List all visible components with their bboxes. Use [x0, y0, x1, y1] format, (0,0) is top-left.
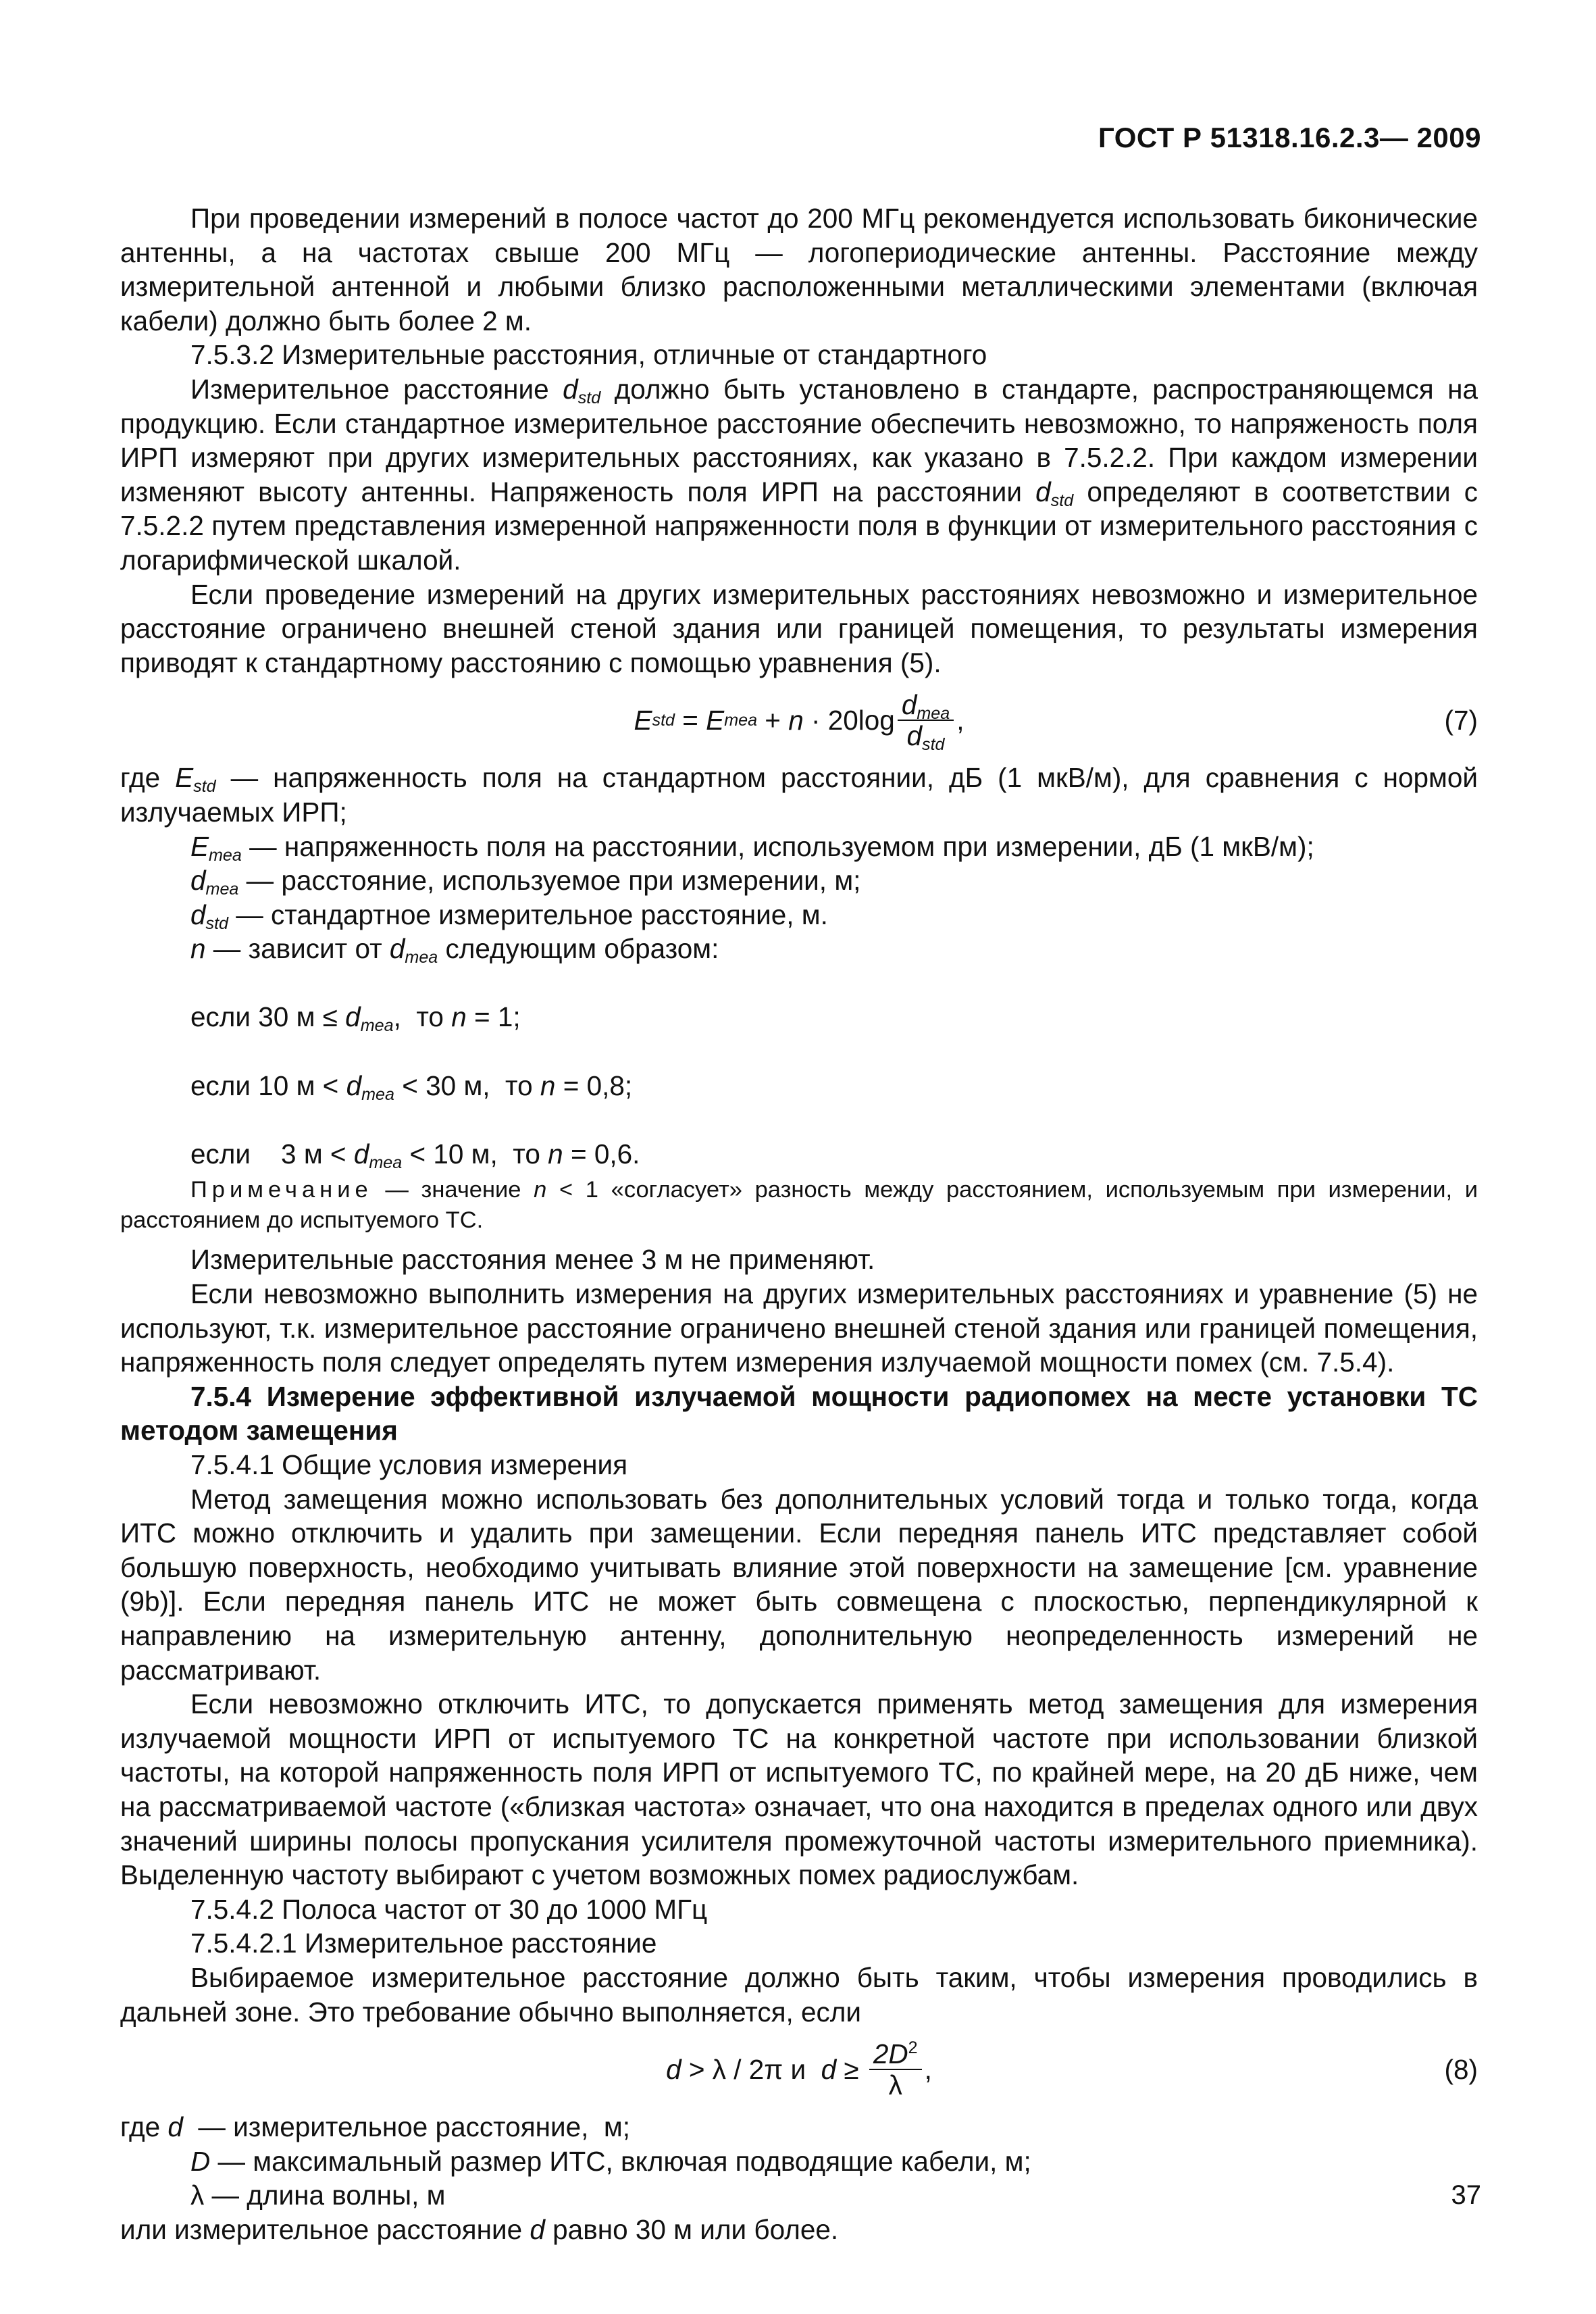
equals-sign: =	[675, 705, 706, 736]
condition-text: < 30 м, то	[394, 1070, 540, 1101]
definition-E-std	[120, 761, 1478, 829]
subscript-std: std	[577, 388, 601, 407]
section-heading-7-5-4-2-1: 7.5.4.2.1 Измерительное расстояние	[190, 1928, 657, 1959]
definition-text: или измерительное расстояние	[120, 2213, 530, 2245]
page-number: 37	[1451, 2180, 1481, 2210]
condition-2	[120, 1034, 1478, 1103]
definition-d	[120, 2110, 1478, 2144]
paragraph-close-frequency: Если невозможно отключить ИТС, то допускается применять метод замещения для измерения излучаемой мощности ИРП от испытуемого ТС на конкретной частоте при использовании близкой частоты, на которой напряженность поля ИРП от испытуемого ТС, по крайней мере, на 20 дБ ниже, чем на рассматриваемой частоте («близкая частота» означает, что она находится в пределах одного или двух значений ширины полосы пропускания усилителя промежуточной частоты измерительного приемника). Выделенную частоту выбирают с учетом возможных помех радиослужбам.	[120, 1688, 1478, 1891]
symbol-d: d	[168, 2111, 183, 2143]
subscript-mea: mea	[361, 1084, 394, 1104]
symbol-n: n	[451, 1001, 467, 1033]
paragraph-other-distances: Если проведение измерений на других измерительных расстояниях невозможно и измерительное расстояние ограничено внешней стеной здания или границей помещения, то результаты измерения приводят к стандартному расстоянию с помощью уравнения (5).	[120, 578, 1478, 678]
symbol-E: E	[175, 762, 194, 794]
subscript-mea: mea	[205, 880, 239, 899]
fraction-denominator	[906, 720, 945, 755]
note-text: — значение	[372, 1177, 534, 1203]
condition-text: если 30 м ≤	[190, 1001, 346, 1033]
text-run: определяют в соответствии с 7.5.2.2 путем представления измеренной напряженности поля в функции от измерительного расстояния с логарифмической шкалой.	[120, 476, 1478, 576]
symbol-d: d	[666, 2054, 681, 2086]
equation-7	[120, 684, 1478, 757]
condition-text: если 10 м <	[190, 1070, 346, 1101]
fraction-d-ratio	[898, 689, 954, 755]
symbol-2D: 2D	[873, 2038, 908, 2070]
subscript-std: std	[1050, 491, 1074, 510]
symbol-d: d	[530, 2213, 545, 2245]
ge-sign: ≥	[836, 2054, 867, 2086]
definition-text: равно 30 м или более.	[544, 2213, 839, 2245]
section-heading-7-5-4-2: 7.5.4.2 Полоса частот от 30 до 1000 МГц	[190, 1893, 708, 1925]
condition-1	[120, 966, 1478, 1034]
condition-text: = 0,8;	[555, 1070, 633, 1101]
note-label: Примечание	[190, 1177, 373, 1203]
comma: ,	[956, 705, 964, 736]
equation-7-body: E std = E mea + n · 20log $\frac{d_{mea}}{d_{std}}$ ,	[634, 684, 964, 757]
definition-text: — длина волны, м	[204, 2180, 446, 2211]
symbol-n: n	[190, 933, 206, 965]
subscript-mea: mea	[209, 845, 242, 865]
symbol-n: n	[534, 1177, 547, 1203]
where-label: где	[120, 762, 176, 794]
symbol-D: D	[190, 2145, 211, 2177]
symbol-d: d	[190, 899, 206, 930]
equation-8	[120, 2033, 1478, 2106]
symbol-n: n	[548, 1138, 563, 1169]
subscript-std: std	[193, 777, 216, 797]
definition-d-mea	[120, 863, 1478, 898]
definition-or	[120, 2213, 1478, 2247]
subscript-mea: mea	[405, 948, 438, 967]
where-label: где	[120, 2111, 168, 2143]
symbol-n: n	[540, 1070, 556, 1101]
symbol-d: d	[190, 865, 206, 897]
paragraph-antennas: При проведении измерений в полосе частот до 200 МГц рекомендуется использовать биконические антенны, а на частотах свыше 200 МГц — логопериодические антенны. Расстояние между измерительной антенной и любыми близко расположенными металлическими элементами (включая кабели) должно быть более 2 м.	[120, 203, 1478, 336]
definition-text: — напряженность поля на расстоянии, используемом при измерении, дБ (1 мкВ/м);	[241, 830, 1314, 862]
text-run: Измерительное расстояние	[190, 373, 563, 405]
equation-number-8: (8)	[1444, 2054, 1478, 2086]
fraction-denominator: λ	[888, 2069, 902, 2101]
text-run: должно быть установлено в стандарте, распространяющемся на продукцию. Если стандартное измерительное расстояние обеспечить невозможно, то напряженость поля ИРП измеряют при других измерительных расстояниях, как указано в 7.5.2.2. При каждом измерении изменяют высоту антенны. Напряженость поля ИРП на расстоянии	[120, 373, 1478, 507]
definition-n	[120, 932, 1478, 966]
condition-text: если 3 м <	[190, 1138, 354, 1169]
symbol-n: n	[788, 705, 804, 736]
paragraph-min-distance: Измерительные расстояния менее 3 м не применяют.	[190, 1244, 875, 1276]
equation-8-body	[666, 2033, 932, 2106]
condition-text: < 10 м, то	[402, 1138, 548, 1169]
paragraph-substitution-method: Метод замещения можно использовать без дополнительных условий тогда и только тогда, когда ИТС можно отключить и удалить при замещении. Если передняя панель ИТС представляет собой большую поверхность, необходимо учитывать влияние этой поверхности на замещение [см. уравнение (9b)]. Если передняя панель ИТС не может быть совмещена с плоскостью, перпендикулярной к направлению на измерительную антенну, дополнительную неопределенность измерений не рассматривают.	[120, 1483, 1478, 1686]
condition-text: = 0,6.	[563, 1138, 640, 1169]
symbol-d: d	[901, 689, 917, 721]
symbol-d: d	[389, 933, 405, 965]
condition-text: = 1;	[466, 1001, 521, 1033]
definition-D	[120, 2144, 1478, 2179]
note-text: < 1 «согласует» разность между расстоянием, используемым при измерении, и расстоянием до испытуемого ТС.	[120, 1177, 1478, 1234]
section-heading-7-5-3-2: 7.5.3.2 Измерительные расстояния, отличные от стандартного	[190, 339, 987, 371]
page-body	[120, 201, 1478, 2246]
symbol-d: d	[353, 1138, 369, 1169]
subscript-std: std	[922, 735, 945, 755]
definition-lambda	[120, 2178, 1478, 2213]
condition-3	[120, 1103, 1478, 1171]
note	[120, 1175, 1478, 1236]
symbol-d: d	[563, 373, 578, 405]
symbol-d: d	[345, 1001, 361, 1033]
symbol-d: d	[821, 2054, 837, 2086]
subscript-mea: mea	[369, 1153, 403, 1172]
fraction-numerator	[898, 689, 954, 724]
symbol-E: E	[706, 705, 725, 736]
definition-text: — напряженность поля на стандартном расстоянии, дБ (1 мкВ/м), для сравнения с нормой излучаемых ИРП;	[120, 762, 1478, 828]
superscript-2: 2	[908, 2038, 918, 2058]
symbol-lambda: λ	[190, 2180, 205, 2211]
paragraph-measurement-distance	[120, 372, 1478, 578]
subscript-mea: mea	[360, 1016, 394, 1036]
symbol-E: E	[634, 705, 652, 736]
equation-number-7: (7)	[1444, 705, 1478, 736]
paragraph-power-method: Если невозможно выполнить измерения на других измерительных расстояниях и уравнение (5) не используют, т.к. измерительное расстояние ограничено внешней стеной здания или границей помещения, напряженность поля следует определять путем измерения излучаемой мощности помех (см. 7.5.4).	[120, 1278, 1478, 1378]
symbol-d: d	[906, 720, 923, 752]
section-heading-7-5-4-1: 7.5.4.1 Общие условия измерения	[190, 1449, 628, 1480]
definition-text: — зависит от	[205, 933, 390, 965]
subscript-mea: mea	[917, 704, 950, 724]
definition-text: следующим образом:	[438, 933, 719, 965]
definition-text: — расстояние, используемое при измерении, м;	[238, 865, 861, 897]
symbol-d: d	[346, 1070, 362, 1101]
paragraph-far-field: Выбираемое измерительное расстояние должно быть таким, чтобы измерения проводились в дальней зоне. Это требование обычно выполняется, если	[120, 1961, 1478, 2028]
definition-text: — измерительное расстояние, м;	[182, 2111, 631, 2143]
document-code: ГОСТ Р 51318.16.2.3— 2009	[1098, 122, 1481, 153]
plus-sign: +	[757, 705, 789, 736]
definition-text: — максимальный размер ИТС, включая подводящие кабели, м;	[210, 2145, 1031, 2177]
subscript-std: std	[205, 913, 229, 933]
definition-text: — стандартное измерительное расстояние, м.	[228, 899, 828, 930]
symbol-d: d	[1035, 476, 1051, 507]
definition-E-mea	[120, 830, 1478, 864]
equation-text: > λ / 2π и	[681, 2054, 821, 2086]
fraction-2D2-lambda	[869, 2038, 922, 2101]
condition-text: , то	[393, 1001, 452, 1033]
fraction-numerator	[869, 2040, 922, 2070]
definition-d-std	[120, 898, 1478, 932]
section-heading-7-5-4: 7.5.4 Измерение эффективной излучаемой мощности радиопомех на месте установки ТС методом замещения	[120, 1380, 1478, 1447]
symbol-E: E	[190, 830, 209, 862]
log-term: · 20log	[803, 705, 895, 736]
comma: ,	[924, 2054, 932, 2086]
